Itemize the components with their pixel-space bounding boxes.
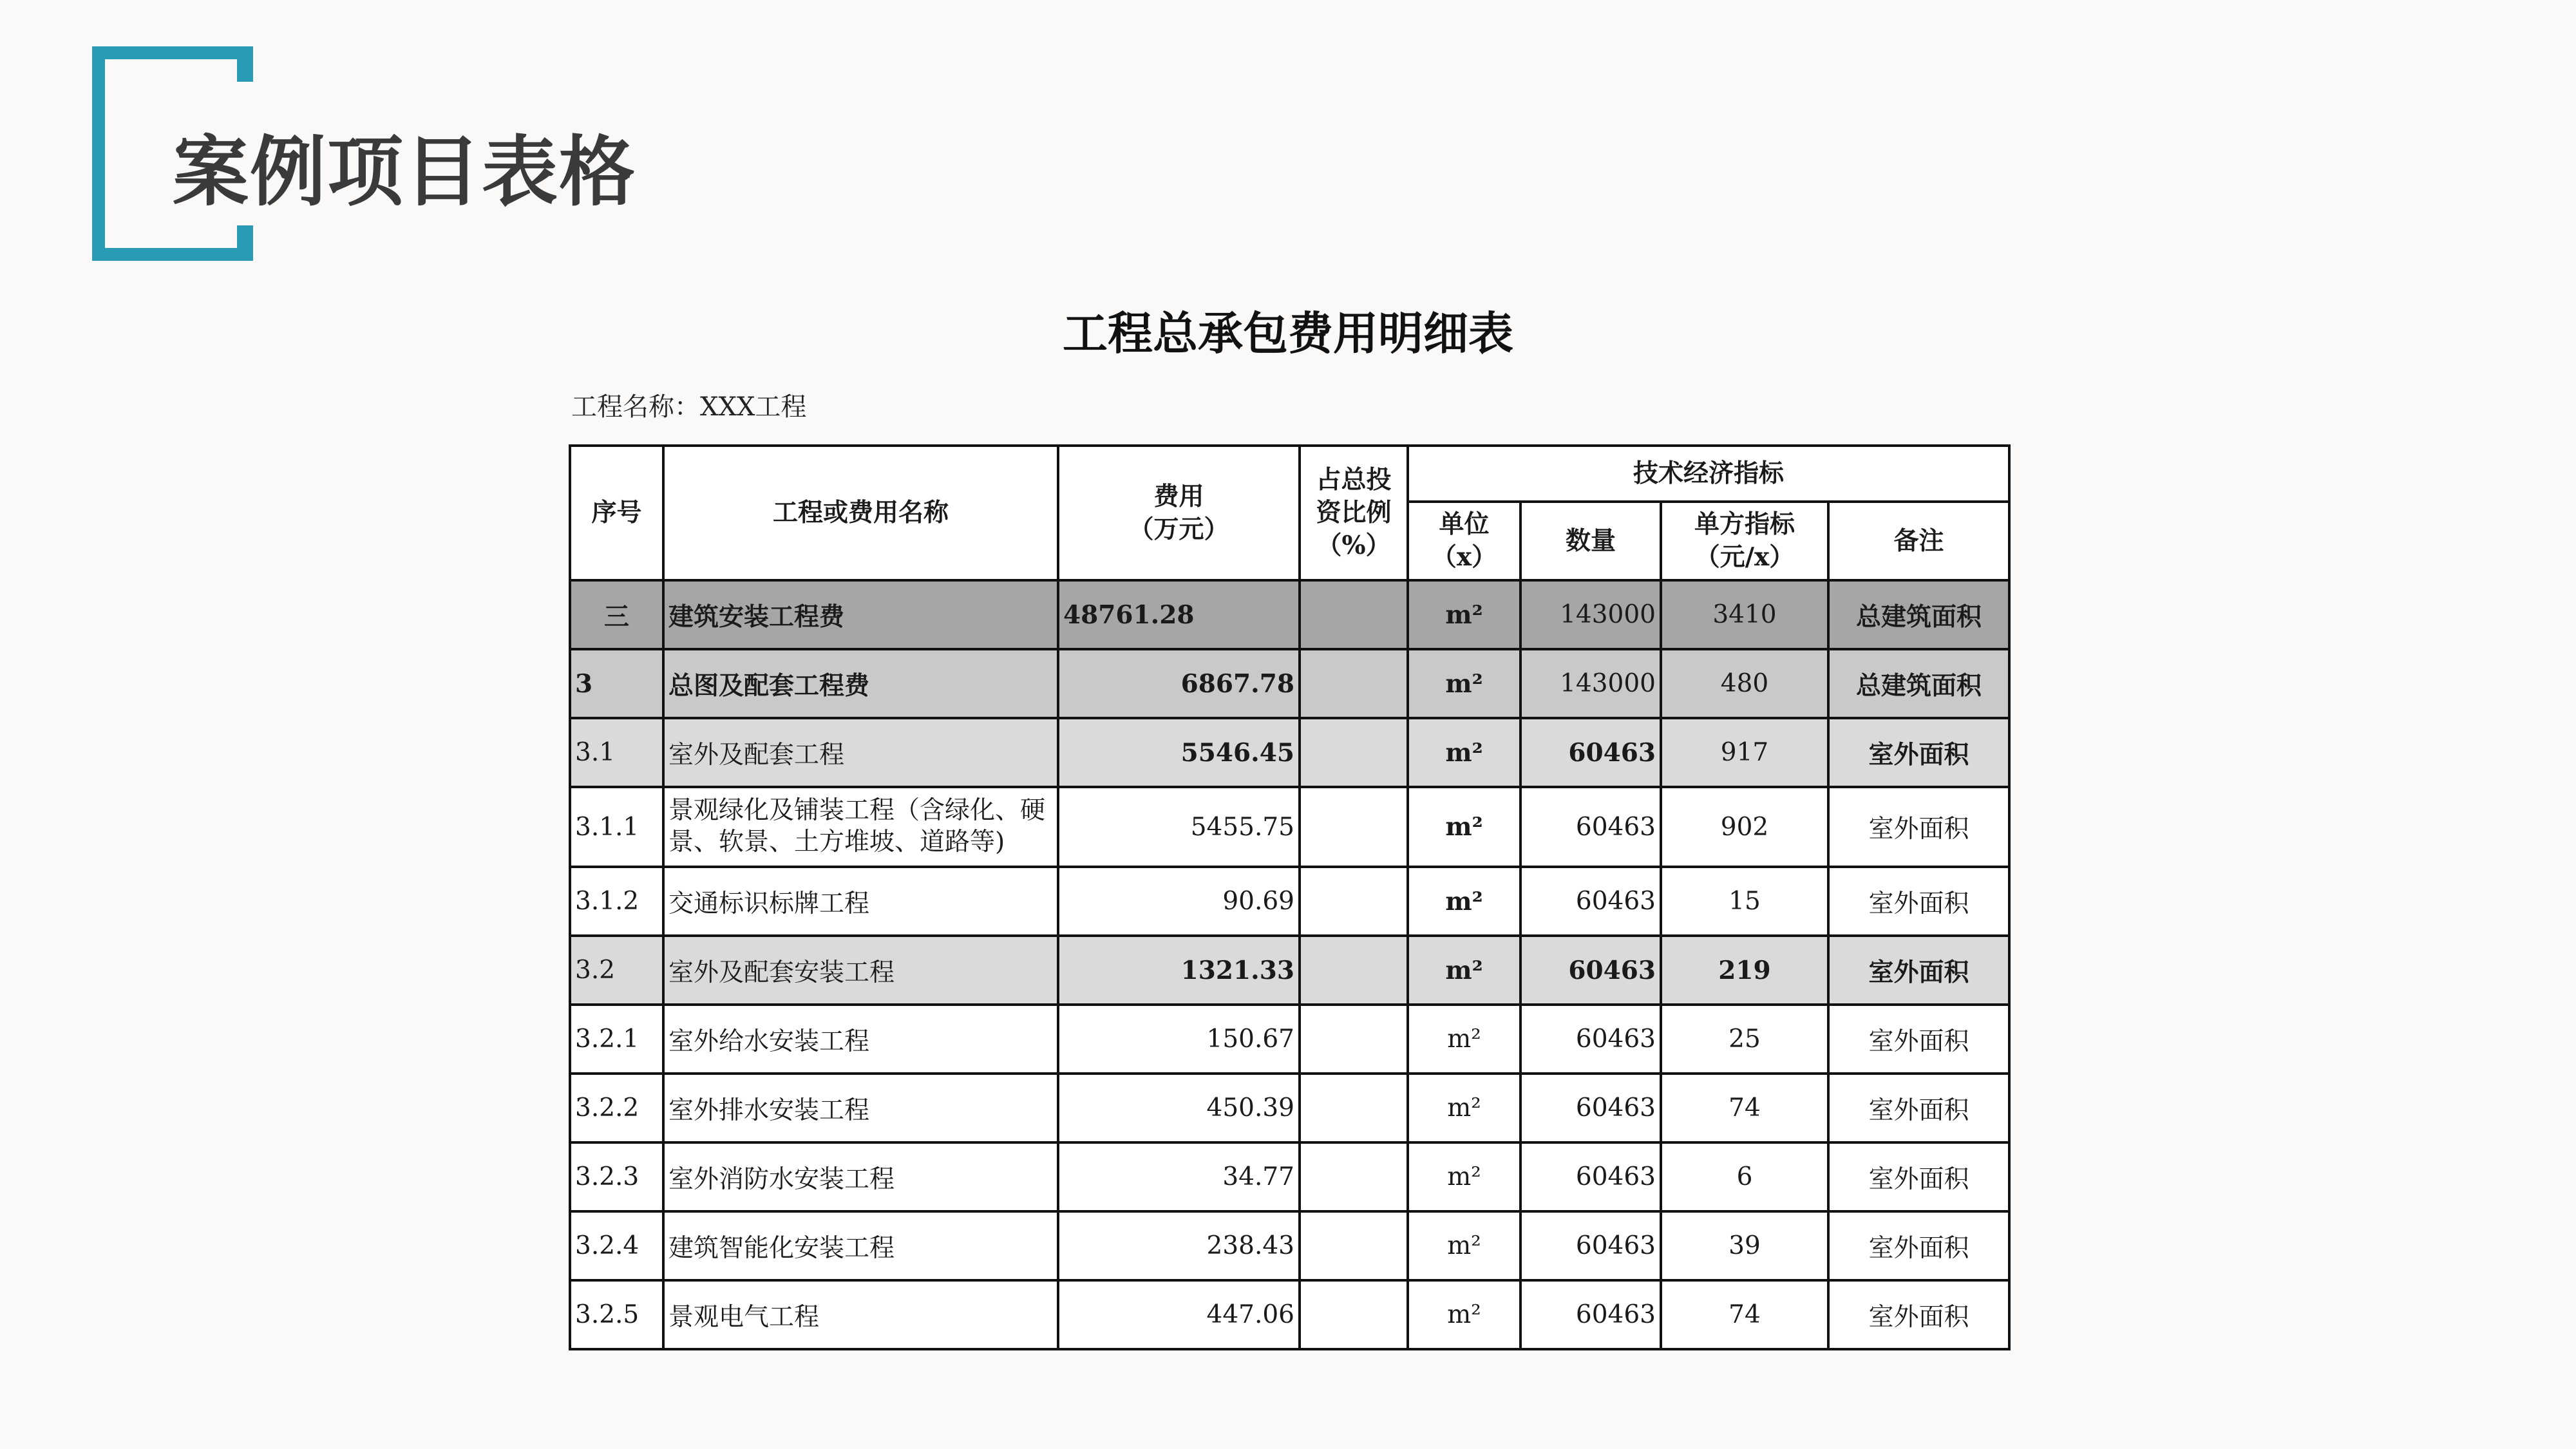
cell-seq: 3.2 [570, 936, 663, 1005]
cell-index: 74 [1661, 1280, 1828, 1349]
cell-unit: m² [1408, 867, 1520, 936]
cell-note: 室外面积 [1828, 1142, 2009, 1211]
cell-qty: 60463 [1520, 936, 1661, 1005]
header-tech-econ: 技术经济指标 [1408, 446, 2009, 502]
cell-qty: 60463 [1520, 867, 1661, 936]
cell-qty: 60463 [1520, 1074, 1661, 1142]
project-name: 工程名称：XXX工程 [571, 392, 807, 422]
header-index: 单方指标（元/x） [1661, 502, 1828, 580]
cell-qty: 60463 [1520, 787, 1661, 867]
cell-qty: 60463 [1520, 1280, 1661, 1349]
table-row [570, 1280, 2009, 1349]
cell-index: 25 [1661, 1005, 1828, 1074]
cell-note: 室外面积 [1828, 936, 2009, 1005]
table-row [570, 580, 2009, 649]
cell-ratio [1300, 649, 1408, 718]
cell-name: 建筑安装工程费 [663, 580, 1058, 649]
cell-note: 室外面积 [1828, 867, 2009, 936]
cell-ratio [1300, 1280, 1408, 1349]
cell-cost: 34.77 [1058, 1142, 1300, 1211]
cell-ratio [1300, 936, 1408, 1005]
cell-unit: m² [1408, 580, 1520, 649]
cell-index: 15 [1661, 867, 1828, 936]
table-row [570, 787, 2009, 867]
cell-name: 室外及配套安装工程 [663, 936, 1058, 1005]
cell-unit: m² [1408, 936, 1520, 1005]
header-name: 工程或费用名称 [663, 446, 1058, 580]
cell-name: 交通标识标牌工程 [663, 867, 1058, 936]
cell-unit: m² [1408, 649, 1520, 718]
table-row [570, 718, 2009, 787]
cell-note: 室外面积 [1828, 718, 2009, 787]
header-ratio: 占总投资比例（%） [1300, 446, 1408, 580]
cell-seq: 3.1.1 [570, 787, 663, 867]
cell-index: 902 [1661, 787, 1828, 867]
cell-index: 219 [1661, 936, 1828, 1005]
cell-ratio [1300, 1074, 1408, 1142]
cell-cost: 6867.78 [1058, 649, 1300, 718]
cell-cost: 450.39 [1058, 1074, 1300, 1142]
cell-name: 室外消防水安装工程 [663, 1142, 1058, 1211]
cell-index: 3410 [1661, 580, 1828, 649]
cell-note: 室外面积 [1828, 1211, 2009, 1280]
cell-seq: 三 [570, 580, 663, 649]
cell-name: 景观绿化及铺装工程（含绿化、硬景、软景、土方堆坡、道路等) [663, 787, 1058, 867]
cell-unit: m² [1408, 1142, 1520, 1211]
table-title: 工程总承包费用明细表 [1063, 307, 1513, 360]
cell-seq: 3 [570, 649, 663, 718]
cost-detail-table [569, 444, 2011, 1350]
table-header-row [570, 446, 2009, 502]
table-row [570, 1142, 2009, 1211]
cell-cost: 238.43 [1058, 1211, 1300, 1280]
slide-title: 案例项目表格 [173, 128, 637, 216]
cell-ratio [1300, 1005, 1408, 1074]
cell-name: 室外及配套工程 [663, 718, 1058, 787]
table-row [570, 1211, 2009, 1280]
cell-qty: 60463 [1520, 1142, 1661, 1211]
cell-ratio [1300, 867, 1408, 936]
cell-unit: m² [1408, 1211, 1520, 1280]
cell-cost: 447.06 [1058, 1280, 1300, 1349]
cell-seq: 3.2.4 [570, 1211, 663, 1280]
cell-name: 总图及配套工程费 [663, 649, 1058, 718]
cell-seq: 3.2.3 [570, 1142, 663, 1211]
table-row [570, 1005, 2009, 1074]
cell-unit: m² [1408, 718, 1520, 787]
cell-qty: 60463 [1520, 718, 1661, 787]
cell-ratio [1300, 718, 1408, 787]
cell-index: 917 [1661, 718, 1828, 787]
cell-ratio [1300, 787, 1408, 867]
cell-ratio [1300, 1211, 1408, 1280]
cell-index: 39 [1661, 1211, 1828, 1280]
cell-seq: 3.2.1 [570, 1005, 663, 1074]
cell-name: 景观电气工程 [663, 1280, 1058, 1349]
cell-seq: 3.1.2 [570, 867, 663, 936]
cell-note: 总建筑面积 [1828, 580, 2009, 649]
cell-cost: 90.69 [1058, 867, 1300, 936]
table-row [570, 936, 2009, 1005]
cell-unit: m² [1408, 1074, 1520, 1142]
cell-cost: 1321.33 [1058, 936, 1300, 1005]
cell-qty: 143000 [1520, 580, 1661, 649]
table-row [570, 1074, 2009, 1142]
cell-note: 室外面积 [1828, 1074, 2009, 1142]
cell-qty: 60463 [1520, 1005, 1661, 1074]
cell-name: 室外给水安装工程 [663, 1005, 1058, 1074]
cell-cost: 48761.28 [1058, 580, 1300, 649]
cell-note: 总建筑面积 [1828, 649, 2009, 718]
cell-index: 74 [1661, 1074, 1828, 1142]
table-row [570, 649, 2009, 718]
cell-ratio [1300, 1142, 1408, 1211]
header-qty: 数量 [1520, 502, 1661, 580]
cell-cost: 5546.45 [1058, 718, 1300, 787]
cell-qty: 143000 [1520, 649, 1661, 718]
cell-note: 室外面积 [1828, 1005, 2009, 1074]
cell-seq: 3.1 [570, 718, 663, 787]
header-seq: 序号 [570, 446, 663, 580]
cell-unit: m² [1408, 787, 1520, 867]
cell-index: 6 [1661, 1142, 1828, 1211]
cell-seq: 3.2.5 [570, 1280, 663, 1349]
cell-name: 建筑智能化安装工程 [663, 1211, 1058, 1280]
cell-unit: m² [1408, 1005, 1520, 1074]
header-cost: 费用 （万元） [1058, 446, 1300, 580]
header-note: 备注 [1828, 502, 2009, 580]
cell-note: 室外面积 [1828, 1280, 2009, 1349]
cell-name: 室外排水安装工程 [663, 1074, 1058, 1142]
cell-index: 480 [1661, 649, 1828, 718]
cell-qty: 60463 [1520, 1211, 1661, 1280]
cell-unit: m² [1408, 1280, 1520, 1349]
cell-seq: 3.2.2 [570, 1074, 663, 1142]
cell-note: 室外面积 [1828, 787, 2009, 867]
table-row [570, 867, 2009, 936]
cell-cost: 150.67 [1058, 1005, 1300, 1074]
header-unit: 单位（x） [1408, 502, 1520, 580]
cell-ratio [1300, 580, 1408, 649]
cell-cost: 5455.75 [1058, 787, 1300, 867]
